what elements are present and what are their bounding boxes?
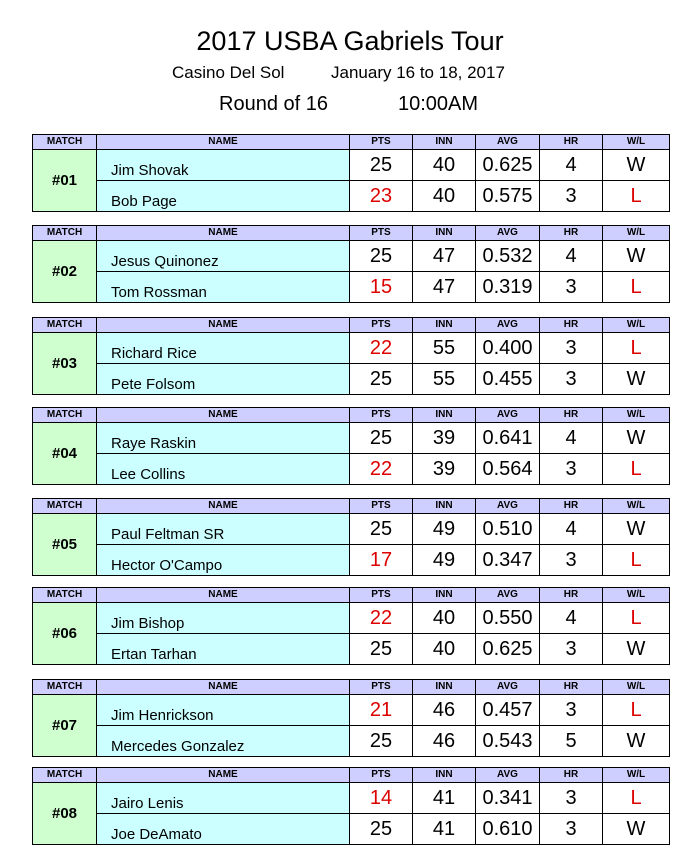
table-header-row: [33, 680, 670, 695]
column-header-pts: PTS: [350, 135, 413, 150]
table-header-row: [33, 588, 670, 603]
column-header-wl: W/L: [603, 680, 670, 695]
player-row: [33, 150, 670, 181]
player-avg: 0.564: [476, 454, 540, 485]
player-wl: W: [603, 726, 670, 757]
player-hr: 4: [540, 603, 603, 634]
player-row: [33, 423, 670, 454]
player-name: Bob Page: [97, 181, 350, 212]
player-avg: 0.341: [476, 783, 540, 814]
column-header-name: NAME: [97, 768, 350, 783]
player-name: Hector O'Campo: [97, 545, 350, 576]
player-avg: 0.400: [476, 333, 540, 364]
player-wl: L: [603, 333, 670, 364]
player-inn: 40: [413, 634, 476, 665]
player-pts: 22: [350, 603, 413, 634]
page-title: 2017 USBA Gabriels Tour: [196, 26, 504, 56]
player-avg: 0.510: [476, 514, 540, 545]
player-pts: 17: [350, 545, 413, 576]
column-header-inn: INN: [413, 499, 476, 514]
column-header-match: MATCH: [33, 135, 97, 150]
player-avg: 0.455: [476, 364, 540, 395]
table-header-row: [33, 408, 670, 423]
column-header-wl: W/L: [603, 135, 670, 150]
column-header-wl: W/L: [603, 318, 670, 333]
column-header-hr: HR: [540, 318, 603, 333]
match-number: #03: [33, 333, 97, 395]
player-pts: 25: [350, 364, 413, 395]
column-header-pts: PTS: [350, 318, 413, 333]
column-header-hr: HR: [540, 680, 603, 695]
event-dates: January 16 to 18, 2017: [331, 63, 505, 82]
table-header-row: [33, 318, 670, 333]
player-pts: 25: [350, 726, 413, 757]
player-pts: 25: [350, 814, 413, 845]
match-number: #07: [33, 695, 97, 757]
player-inn: 46: [413, 726, 476, 757]
player-inn: 39: [413, 423, 476, 454]
player-inn: 49: [413, 514, 476, 545]
player-row: [33, 364, 670, 395]
player-avg: 0.457: [476, 695, 540, 726]
player-inn: 39: [413, 454, 476, 485]
player-name: Pete Folsom: [97, 364, 350, 395]
player-wl: L: [603, 454, 670, 485]
player-wl: W: [603, 514, 670, 545]
column-header-match: MATCH: [33, 768, 97, 783]
column-header-inn: INN: [413, 226, 476, 241]
column-header-inn: INN: [413, 588, 476, 603]
player-row: [33, 272, 670, 303]
player-pts: 25: [350, 634, 413, 665]
column-header-inn: INN: [413, 680, 476, 695]
player-row: [33, 454, 670, 485]
match-table: [32, 767, 670, 845]
player-avg: 0.319: [476, 272, 540, 303]
column-header-inn: INN: [413, 318, 476, 333]
player-avg: 0.575: [476, 181, 540, 212]
column-header-pts: PTS: [350, 408, 413, 423]
player-hr: 3: [540, 181, 603, 212]
player-wl: L: [603, 545, 670, 576]
match-number: #01: [33, 150, 97, 212]
player-inn: 47: [413, 272, 476, 303]
column-header-name: NAME: [97, 588, 350, 603]
match-table: [32, 587, 670, 665]
player-wl: W: [603, 364, 670, 395]
column-header-inn: INN: [413, 768, 476, 783]
player-hr: 3: [540, 695, 603, 726]
player-name: Joe DeAmato: [97, 814, 350, 845]
column-header-pts: PTS: [350, 768, 413, 783]
venue: Casino Del Sol: [172, 63, 285, 82]
player-avg: 0.347: [476, 545, 540, 576]
player-avg: 0.550: [476, 603, 540, 634]
player-row: [33, 545, 670, 576]
player-row: [33, 603, 670, 634]
column-header-hr: HR: [540, 588, 603, 603]
match-table: [32, 225, 670, 303]
player-row: [33, 726, 670, 757]
player-name: Jairo Lenis: [97, 783, 350, 814]
match-number: #05: [33, 514, 97, 576]
player-pts: 25: [350, 150, 413, 181]
column-header-hr: HR: [540, 768, 603, 783]
player-inn: 46: [413, 695, 476, 726]
player-inn: 40: [413, 181, 476, 212]
player-inn: 41: [413, 783, 476, 814]
player-hr: 3: [540, 272, 603, 303]
column-header-avg: AVG: [476, 226, 540, 241]
player-avg: 0.625: [476, 150, 540, 181]
column-header-avg: AVG: [476, 135, 540, 150]
player-inn: 55: [413, 364, 476, 395]
player-wl: L: [603, 783, 670, 814]
player-pts: 25: [350, 241, 413, 272]
match-number: #04: [33, 423, 97, 485]
player-wl: L: [603, 603, 670, 634]
player-inn: 40: [413, 603, 476, 634]
player-hr: 3: [540, 634, 603, 665]
column-header-name: NAME: [97, 408, 350, 423]
player-wl: L: [603, 181, 670, 212]
column-header-match: MATCH: [33, 499, 97, 514]
player-row: [33, 181, 670, 212]
player-pts: 15: [350, 272, 413, 303]
column-header-avg: AVG: [476, 408, 540, 423]
match-table: [32, 679, 670, 757]
player-row: [33, 333, 670, 364]
player-name: Jesus Quinonez: [97, 241, 350, 272]
column-header-avg: AVG: [476, 768, 540, 783]
column-header-wl: W/L: [603, 768, 670, 783]
column-header-wl: W/L: [603, 588, 670, 603]
player-hr: 3: [540, 545, 603, 576]
player-name: Lee Collins: [97, 454, 350, 485]
column-header-wl: W/L: [603, 408, 670, 423]
player-hr: 4: [540, 150, 603, 181]
player-row: [33, 241, 670, 272]
player-hr: 3: [540, 454, 603, 485]
player-hr: 4: [540, 241, 603, 272]
column-header-match: MATCH: [33, 588, 97, 603]
player-wl: W: [603, 423, 670, 454]
player-wl: L: [603, 272, 670, 303]
match-number: #02: [33, 241, 97, 303]
player-name: Mercedes Gonzalez: [97, 726, 350, 757]
column-header-hr: HR: [540, 135, 603, 150]
round-label: Round of 16: [219, 93, 328, 115]
column-header-hr: HR: [540, 226, 603, 241]
column-header-name: NAME: [97, 499, 350, 514]
player-wl: L: [603, 695, 670, 726]
player-hr: 3: [540, 364, 603, 395]
player-wl: W: [603, 241, 670, 272]
column-header-match: MATCH: [33, 318, 97, 333]
column-header-match: MATCH: [33, 680, 97, 695]
player-inn: 41: [413, 814, 476, 845]
match-table: [32, 134, 670, 212]
player-row: [33, 783, 670, 814]
player-hr: 3: [540, 333, 603, 364]
player-avg: 0.543: [476, 726, 540, 757]
column-header-inn: INN: [413, 408, 476, 423]
column-header-match: MATCH: [33, 226, 97, 241]
player-wl: W: [603, 150, 670, 181]
match-number: #06: [33, 603, 97, 665]
player-inn: 49: [413, 545, 476, 576]
column-header-hr: HR: [540, 408, 603, 423]
player-pts: 14: [350, 783, 413, 814]
start-time: 10:00AM: [398, 93, 479, 115]
player-avg: 0.610: [476, 814, 540, 845]
column-header-pts: PTS: [350, 680, 413, 695]
player-name: Raye Raskin: [97, 423, 350, 454]
player-row: [33, 514, 670, 545]
column-header-avg: AVG: [476, 588, 540, 603]
player-pts: 22: [350, 454, 413, 485]
table-header-row: [33, 135, 670, 150]
player-pts: 25: [350, 514, 413, 545]
column-header-inn: INN: [413, 135, 476, 150]
player-inn: 47: [413, 241, 476, 272]
player-name: Tom Rossman: [97, 272, 350, 303]
table-header-row: [33, 768, 670, 783]
column-header-avg: AVG: [476, 680, 540, 695]
column-header-name: NAME: [97, 226, 350, 241]
player-pts: 22: [350, 333, 413, 364]
player-name: Jim Shovak: [97, 150, 350, 181]
player-inn: 40: [413, 150, 476, 181]
player-avg: 0.532: [476, 241, 540, 272]
player-pts: 25: [350, 423, 413, 454]
table-header-row: [33, 226, 670, 241]
column-header-pts: PTS: [350, 588, 413, 603]
column-header-avg: AVG: [476, 499, 540, 514]
player-name: Jim Henrickson: [97, 695, 350, 726]
player-wl: W: [603, 634, 670, 665]
table-header-row: [33, 499, 670, 514]
column-header-name: NAME: [97, 318, 350, 333]
player-wl: W: [603, 814, 670, 845]
player-hr: 4: [540, 423, 603, 454]
player-name: Paul Feltman SR: [97, 514, 350, 545]
player-hr: 3: [540, 814, 603, 845]
player-hr: 3: [540, 783, 603, 814]
player-row: [33, 634, 670, 665]
match-number: #08: [33, 783, 97, 845]
player-row: [33, 695, 670, 726]
player-name: Ertan Tarhan: [97, 634, 350, 665]
player-name: Richard Rice: [97, 333, 350, 364]
column-header-wl: W/L: [603, 226, 670, 241]
player-inn: 55: [413, 333, 476, 364]
player-pts: 21: [350, 695, 413, 726]
match-table: [32, 317, 670, 395]
player-name: Jim Bishop: [97, 603, 350, 634]
player-hr: 5: [540, 726, 603, 757]
column-header-pts: PTS: [350, 499, 413, 514]
column-header-name: NAME: [97, 135, 350, 150]
column-header-name: NAME: [97, 680, 350, 695]
player-avg: 0.625: [476, 634, 540, 665]
player-pts: 23: [350, 181, 413, 212]
match-table: [32, 498, 670, 576]
column-header-avg: AVG: [476, 318, 540, 333]
column-header-wl: W/L: [603, 499, 670, 514]
match-table: [32, 407, 670, 485]
player-row: [33, 814, 670, 845]
column-header-hr: HR: [540, 499, 603, 514]
column-header-pts: PTS: [350, 226, 413, 241]
player-hr: 4: [540, 514, 603, 545]
player-avg: 0.641: [476, 423, 540, 454]
column-header-match: MATCH: [33, 408, 97, 423]
